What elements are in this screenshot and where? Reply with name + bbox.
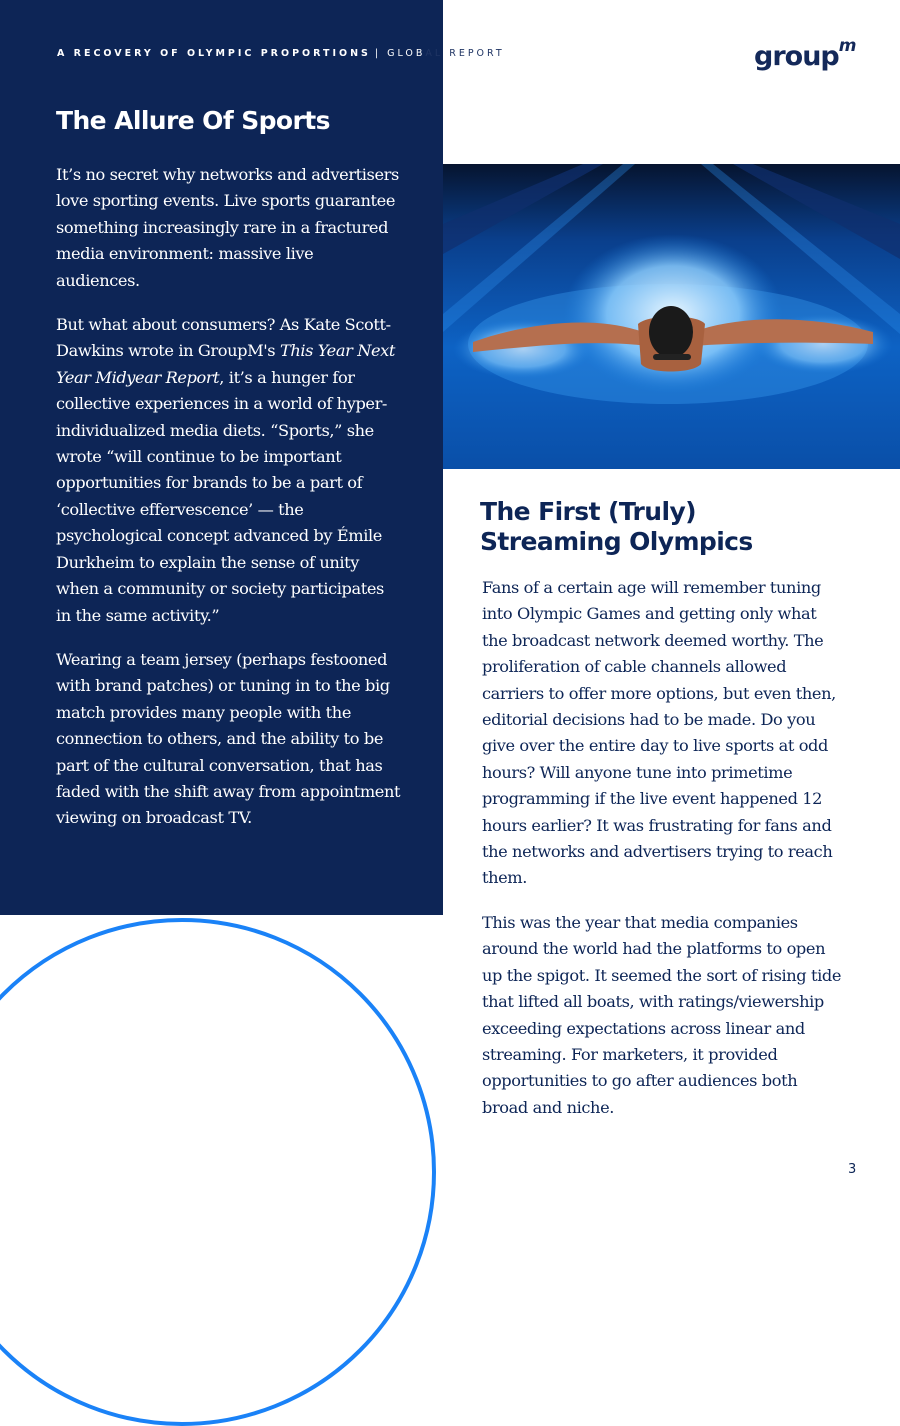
paragraph: Fans of a certain age will remember tuning into Olympic Games and getting only what the broadcast network deemed worthy. The proliferation of cable channels allowed carriers to offer more options, but even then, editorial decisions had to be made. Do you give over the entire day to live sports at odd hours? Will anyone tune into primetime programming if the live event happened 12 hours earlier? It was frustrating for fans and the networks and advertisers trying to reach them. xyxy=(482,578,836,888)
decorative-circle xyxy=(0,918,436,1426)
report-type-part1: GLOB xyxy=(387,48,426,59)
logo-text: group xyxy=(754,41,839,72)
right-column-body xyxy=(482,575,842,1139)
report-type-part2: AL REPORT xyxy=(425,48,505,59)
paragraph xyxy=(56,312,401,629)
report-title: A RECOVERY OF OLYMPIC PROPORTIONS xyxy=(57,48,371,59)
paragraph-end: , it’s a hunger for collective experiences in a world of hyper-individualized media diets. “Sports,” she wrote “will continue to be important opportunities for brands to be a part of ‘collective effervescence’ — the psychological concept advanced by Émile Durkheim to explain the sense of unity when a community or society participates in the same activity.” xyxy=(56,367,388,625)
paragraph: It’s no secret why networks and advertisers love sporting events. Live sports guarantee something increasingly rare in a fractured media environment: massive live audiences. xyxy=(56,165,399,290)
report-name-italic: This Year Next Year Midyear Report xyxy=(56,341,395,387)
paragraph-start: But what about consumers? As Kate Scott-Dawkins wrote in GroupM's xyxy=(56,315,391,361)
swimmer-photo xyxy=(443,164,900,469)
left-column-body xyxy=(56,162,401,850)
logo-superscript: m xyxy=(838,36,857,56)
report-header xyxy=(57,48,505,59)
section-title-streaming: The First (Truly) Streaming Olympics xyxy=(480,497,753,556)
groupm-logo xyxy=(754,36,857,72)
page-number: 3 xyxy=(848,1162,857,1177)
paragraph: Wearing a team jersey (perhaps festooned with brand patches) or tuning in to the big match provides many people with the connection to others, and the ability to be part of the cultural conversation, that has faded with the shift away from appointment viewing on broadcast TV. xyxy=(56,649,401,828)
header-separator: | xyxy=(374,48,382,59)
paragraph: This was the year that media companies around the world had the platforms to open up the spigot. It seemed the sort of rising tide that lifted all boats, with ratings/viewership exceeding expectations across linear and streaming. For marketers, it provided opportunities to go after audiences both broad and niche. xyxy=(482,912,842,1117)
section-title-allure: The Allure Of Sports xyxy=(56,106,330,135)
